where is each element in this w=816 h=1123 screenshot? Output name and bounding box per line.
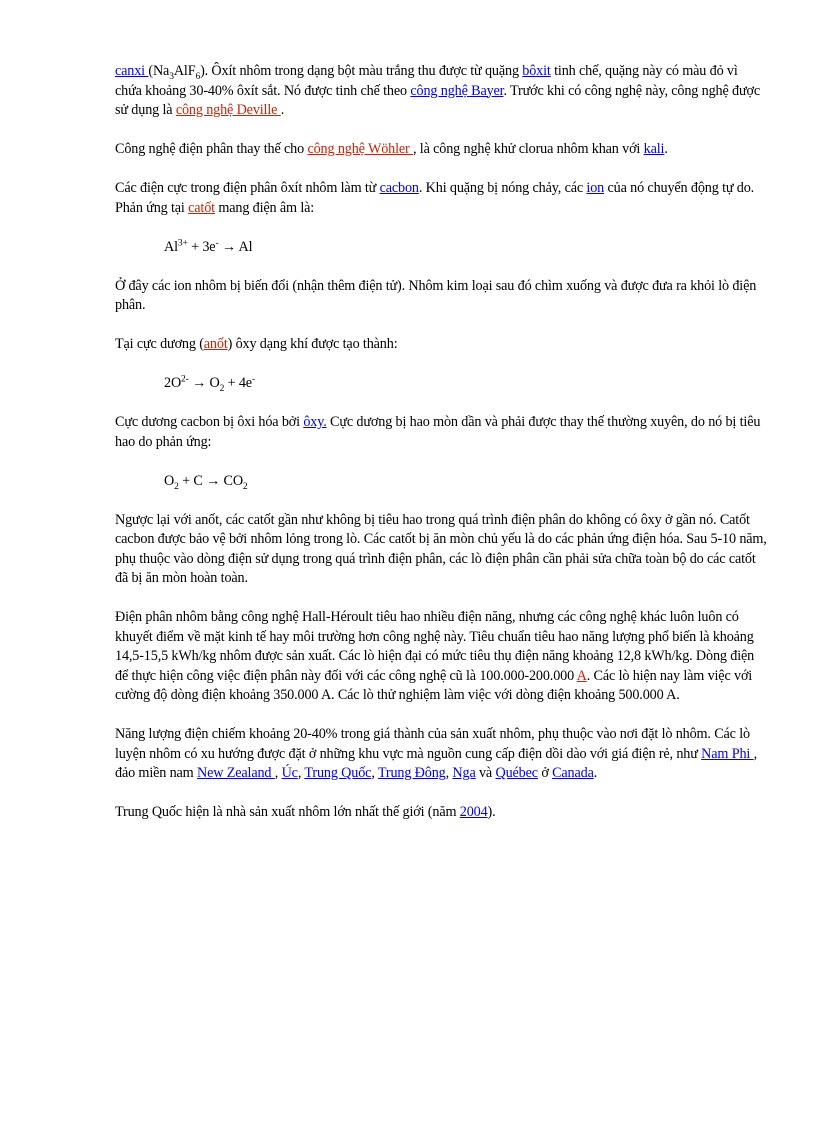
- link-nga[interactable]: Nga: [452, 765, 476, 781]
- document-page: [115, 62, 767, 842]
- link-quebec[interactable]: Québec: [495, 765, 538, 781]
- paragraph-wohler: Công nghệ điện phân thay thế cho công nghệ Wöhler , là công nghệ khử clorua nhôm khan với kali.: [115, 141, 668, 157]
- link-cong-nghe-wohler[interactable]: công nghệ Wöhler: [307, 141, 413, 157]
- link-trung-dong[interactable]: Trung Đông: [377, 765, 446, 781]
- link-kali[interactable]: kali: [643, 141, 665, 157]
- paragraph-anode: Tại cực dương (anốt) ôxy dạng khí được tạo thành:: [115, 336, 398, 352]
- link-ampere[interactable]: A: [576, 667, 587, 684]
- link-new-zealand[interactable]: New Zealand: [196, 765, 275, 781]
- link-catot[interactable]: catốt: [188, 199, 215, 216]
- link-anot[interactable]: anốt: [203, 336, 228, 352]
- link-ion[interactable]: ion: [586, 180, 605, 196]
- paragraph-china: Trung Quốc hiện là nhà sản xuất nhôm lớn nhất thế giới (năm 2004).: [115, 804, 496, 820]
- paragraph-cathode-wear: Ngược lại với anốt, các catốt gần như không bị tiêu hao trong quá trình điện phân do không có ôxy ở gần nó. Catốt cacbon được bảo vệ bởi nhôm lỏng trong lò. Các catốt bị ăn mòn chủ yếu là do các phản ứng điện hóa. Sau 5-10 năm, phụ thuộc vào dòng điện sử dụng trong quá trình điện phân, các lò điện phân cần phải sửa chữa toàn bộ do các catốt đã bị ăn mòn hoàn toàn.: [115, 511, 767, 586]
- link-boxit[interactable]: bôxit: [522, 63, 551, 79]
- link-uc[interactable]: Úc: [281, 765, 298, 781]
- link-cong-nghe-deville[interactable]: công nghệ Deville: [175, 102, 281, 118]
- equation-anode: $2O^{2-} \to O_2 + 4e^-$: [164, 374, 255, 394]
- paragraph-electrodes: Các điện cực trong điện phân ôxít nhôm làm từ cacbon. Khi quặng bị nóng chảy, các ion của nó chuyển động tự do. Phản ứng tại catốt mang điện âm là:: [115, 180, 755, 216]
- link-nam-phi[interactable]: Nam Phi: [701, 745, 754, 762]
- paragraph-oxidation: Cực dương cacbon bị ôxi hóa bởi ôxy. Cực dương bị hao mòn dần và phải được thay thế thường xuyên, do nó bị tiêu hao do phản ứng:: [115, 414, 761, 450]
- link-2004[interactable]: 2004: [459, 804, 488, 820]
- link-cong-nghe-bayer[interactable]: công nghệ Bayer: [410, 82, 504, 99]
- equation-cathode: $Al^{3+} + 3e^- \to Al$: [164, 237, 253, 255]
- paragraph-energy: Điện phân nhôm bằng công nghệ Hall-Héroult tiêu hao nhiều điện năng, nhưng các công nghệ khác luôn luôn có khuyết điểm về mặt kinh tế hay môi trường hơn công nghệ này. Tiêu chuẩn tiêu hao năng lượng phổ biến là khoảng 14,5-15,5 kWh/kg nhôm được sản xuất. Các lò hiện đại có mức tiêu thụ điện năng khoảng 12,8 kWh/kg. Dòng điện để thực hiện công việc điện phân này đối với các công nghệ cũ là 100.000-200.000 A. Các lò hiện nay làm việc với cường độ dòng điện khoảng 350.000 A. Các lò thử nghiệm làm việc với dòng điện khoảng 500.000 A.: [115, 609, 755, 703]
- link-canxi[interactable]: canxi: [115, 63, 149, 79]
- link-trung-quoc[interactable]: Trung Quốc: [304, 765, 372, 781]
- paragraph-alumina: canxi $(Na_3AlF_6)$. Ôxít nhôm trong dạng bột màu trắng thu được từ quặng bôxit tinh chế, quặng này có màu đỏ vì chứa khoảng 30-40% ôxít sắt. Nó được tinh chế theo công nghệ Bayer. Trước khi có công nghệ này, công nghệ được sử dụng là công nghệ Deville .: [115, 63, 760, 118]
- link-cacbon[interactable]: cacbon: [379, 180, 419, 196]
- link-oxy[interactable]: ôxy.: [303, 414, 327, 430]
- equation-co2: $O_2 + C \to CO_2$: [164, 472, 248, 492]
- link-canada[interactable]: Canada: [552, 765, 594, 781]
- paragraph-electricity-cost: Năng lượng điện chiếm khoảng 20-40% trong giá thành của sản xuất nhôm, phụ thuộc vào nơi đặt lò nhôm. Các lò luyện nhôm có xu hướng được đặt ở những khu vực mà nguồn cung cấp điện dồi dào với giá điện rẻ, như Nam Phi , đảo miền nam New Zealand , Úc, Trung Quốc, Trung Đông, Nga và Québec ở Canada.: [115, 726, 757, 781]
- paragraph-reduction: Ở đây các ion nhôm bị biến đổi (nhận thêm điện tử). Nhôm kim loại sau đó chìm xuống và được đưa ra khỏi lò điện phân.: [115, 277, 757, 313]
